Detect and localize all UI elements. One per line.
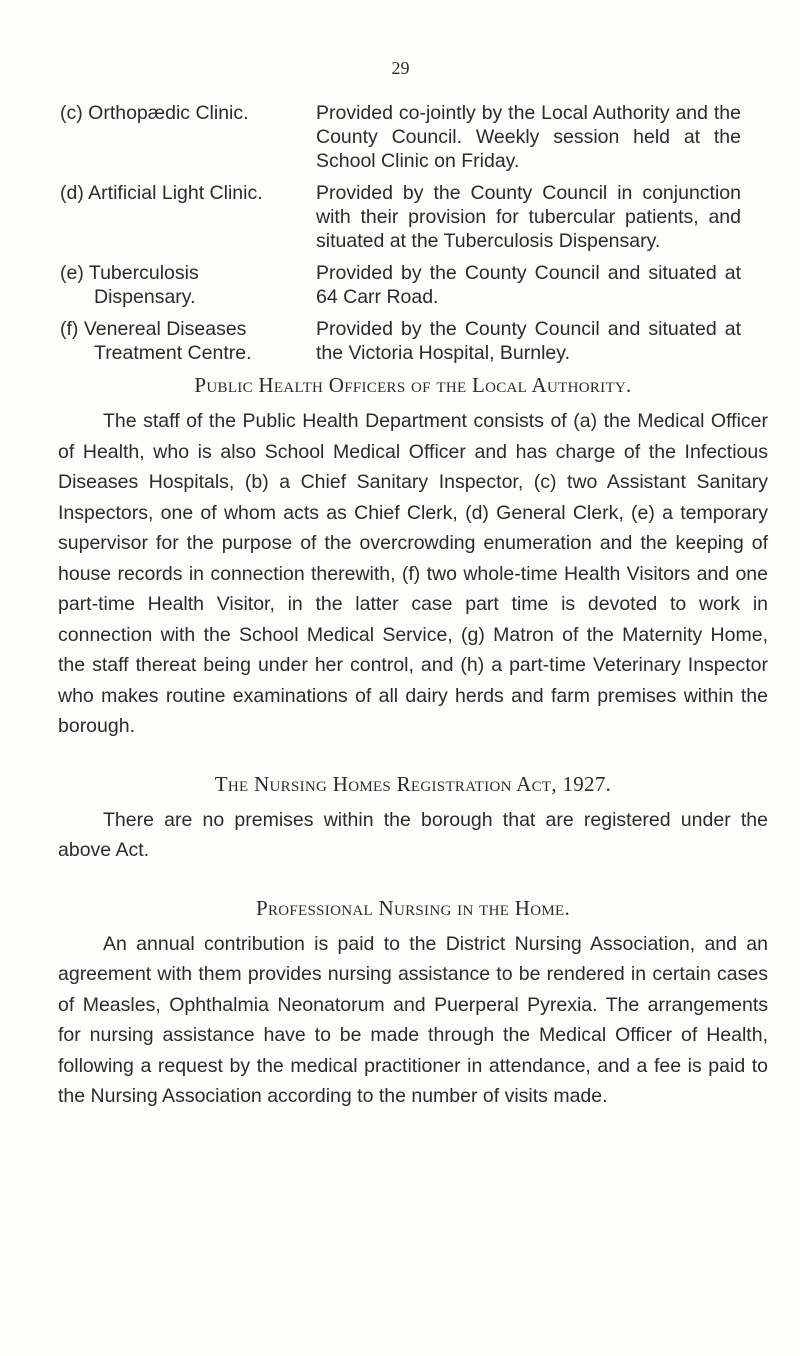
section-public-health-officers — [58, 373, 768, 742]
service-name — [58, 317, 316, 365]
service-name — [58, 101, 316, 173]
service-name — [58, 261, 316, 309]
section-heading: Professional Nursing in the Home. — [256, 895, 570, 920]
section-body: An annual contribution is paid to the District Nursing Association, and an agreement with them provides nursing assistance to be rendered in certain cases of Measles, Ophthalmia Neonatorum and Puerperal Pyrexia. The arrangements for nursing assistance have to be made through the Medical Officer of Health, following a request by the medical practitioner in attendance, and a fee is paid to the Nursing Association according to the number of visits made. — [58, 932, 768, 1107]
page-number: 29 — [391, 58, 410, 78]
service-description: Provided by the County Council in conjunction with their provision for tubercular patients, and situated at the Tuberculosis Dispensary. — [316, 182, 741, 252]
section-body: The staff of the Public Health Department consists of (a) the Medical Officer of Health, who is also School Medical Officer and has charge of the Infectious Diseases Hospitals, (b) a Chief Sanitary Inspector, (c) two Assistant Sanitary Inspectors, one of whom acts as Chief Clerk, (d) General Clerk, (e) a temporary supervisor for the purpose of the overcrowding enumeration and the keeping of house records in connection therewith, (f) two whole-time Health Visitors and one part-time Health Visitor, in the latter case part time is devoted to work in connection with the School Medical Service, (g) Matron of the Maternity Home, the staff thereat being under her control, and (h) a part-time Veterinary Inspector who makes routine examinations of all dairy herds and farm premises within the borough. — [58, 410, 768, 737]
service-name-continuation: Treatment Centre. — [94, 342, 252, 364]
service-item-venereal-diseases — [58, 317, 768, 365]
clinic-services-list — [58, 101, 768, 365]
service-item-tuberculosis — [58, 261, 768, 309]
service-name-continuation: Dispensary. — [94, 286, 196, 308]
section-body: There are no premises within the borough that are registered under the above Act. — [58, 808, 768, 861]
section-heading: The Nursing Homes Registration Act, 1927. — [214, 771, 612, 796]
section-heading: Public Health Officers of the Local Authority. — [194, 373, 632, 397]
service-name-line: (f) Venereal Diseases — [60, 318, 247, 340]
service-name-line: (e) Tuberculosis — [60, 262, 199, 284]
service-description: Provided by the County Council and situated at 64 Carr Road. — [316, 262, 741, 308]
service-item-orthopaedic — [58, 101, 768, 173]
service-item-artificial-light — [58, 181, 768, 253]
service-description: Provided co-jointly by the Local Authority and the County Council. Weekly session held at the School Clinic on Friday. — [316, 102, 741, 172]
service-name-line: (d) Artificial Light Clinic. — [60, 182, 263, 204]
section-professional-nursing — [58, 896, 768, 1112]
section-nursing-homes-act — [58, 772, 768, 866]
document-page — [58, 58, 768, 1142]
service-name — [58, 181, 316, 253]
service-description: Provided by the County Council and situated at the Victoria Hospital, Burnley. — [316, 318, 741, 364]
service-name-line: (c) Orthopædic Clinic. — [60, 102, 249, 124]
